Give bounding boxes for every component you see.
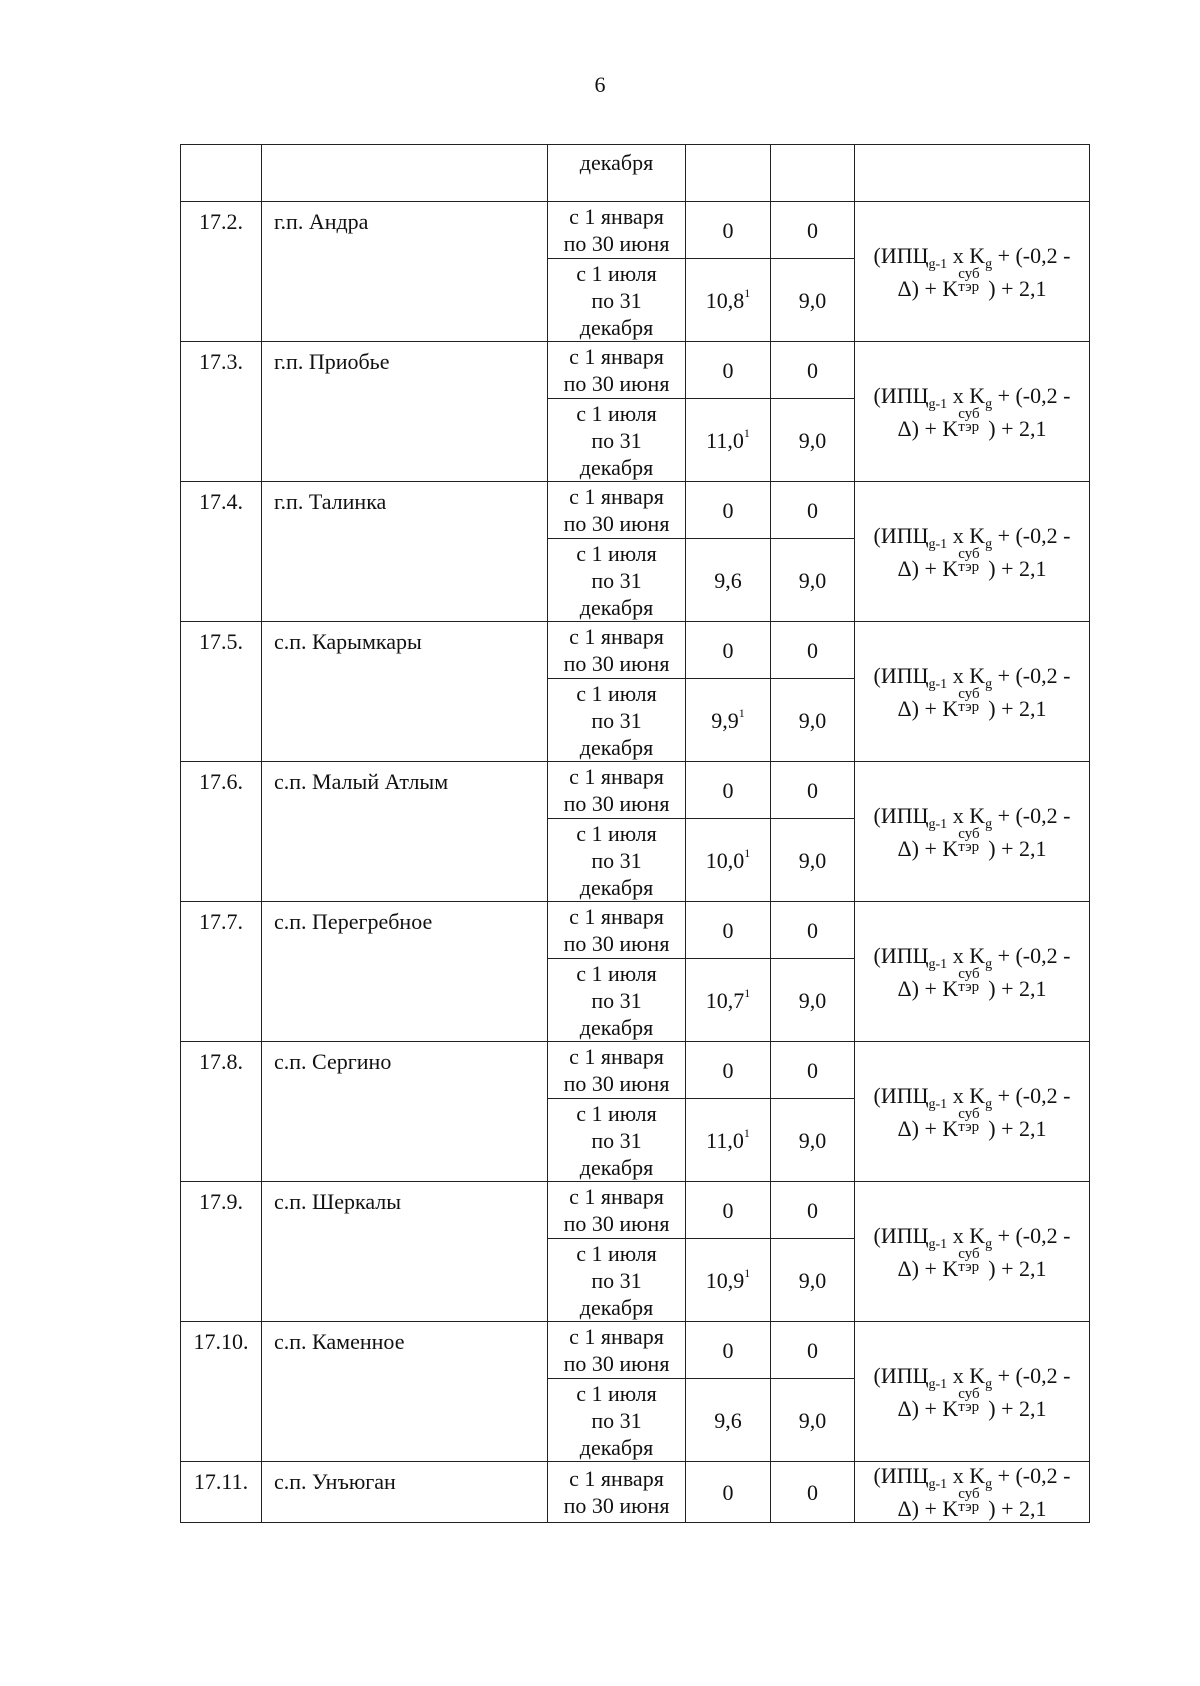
period-line: по 31 [591, 707, 642, 733]
page-number: 6 [594, 72, 606, 97]
formula-text: + (-0,2 - [992, 802, 1071, 828]
table-row [181, 762, 1090, 819]
period-line: декабря [579, 1154, 654, 1180]
formula-sup-sub: суб тэр [958, 265, 980, 295]
period-line: по 30 июня [563, 1351, 670, 1376]
formula-text: ) + 2,1 [988, 415, 1047, 441]
cell-value [771, 1042, 855, 1099]
period-line: по 30 июня [563, 1071, 670, 1096]
formula-line-2 [855, 825, 1089, 862]
value-text: 0 [807, 917, 818, 943]
cell-period [548, 1322, 686, 1379]
cell-period [548, 902, 686, 959]
table-row [181, 1042, 1090, 1099]
cell-value [686, 482, 771, 539]
cell-value [771, 1239, 855, 1322]
table-row [181, 1462, 1090, 1523]
cell-value [686, 342, 771, 399]
cell-empty [771, 145, 855, 202]
cell-settlement: с.п. Карымкары [262, 622, 548, 762]
value-text: 0 [722, 1337, 734, 1363]
cell-period [548, 539, 686, 622]
cell-value [686, 959, 771, 1042]
formula-text: (ИПЦ [873, 942, 929, 968]
period-line: с 1 июля [576, 960, 657, 986]
formula-subscript: g-1 [928, 1376, 948, 1392]
formula-subscript: g [985, 536, 993, 552]
period-line: с 1 июля [576, 400, 657, 426]
formula-text: Δ) + K [897, 415, 959, 441]
cell-settlement: с.п. Перегребное [262, 902, 548, 1042]
period-line: с 1 января [569, 204, 664, 229]
formula-text: Δ) + K [897, 1395, 959, 1421]
cell-period [548, 679, 686, 762]
period-line: по 31 [591, 567, 642, 593]
formula-line-1 [855, 802, 1089, 832]
value-text: 0 [722, 1057, 734, 1083]
period-line: с 1 января [569, 624, 664, 649]
formula-subscript: g-1 [928, 536, 948, 552]
cell-period [548, 1239, 686, 1322]
formula-text: (ИПЦ [873, 662, 929, 688]
formula-text: + (-0,2 - [992, 1362, 1071, 1388]
formula-text: x K [947, 942, 986, 968]
cell-settlement: с.п. Каменное [262, 1322, 548, 1462]
cell-formula [855, 1182, 1090, 1322]
value-text: 0 [722, 777, 734, 803]
period-line: по 31 [591, 987, 642, 1013]
period-line: по 30 июня [563, 1493, 670, 1518]
cell-value [771, 1462, 855, 1523]
formula-sup-sub: суб тэр [958, 1105, 980, 1135]
formula-line-1 [855, 1362, 1089, 1392]
formula-text: ) + 2,1 [988, 975, 1047, 1001]
footnote-marker: 1 [744, 846, 751, 861]
value-text: 0 [807, 497, 818, 523]
formula-text: x K [947, 662, 986, 688]
cell-settlement: г.п. Талинка [262, 482, 548, 622]
value-text: 9,6 [714, 567, 742, 593]
table-row [181, 1182, 1090, 1239]
period-line: с 1 июля [576, 820, 657, 846]
cell-value [686, 902, 771, 959]
footnote-marker: 1 [744, 986, 751, 1001]
cell-value [771, 482, 855, 539]
formula-sup-sub: суб тэр [958, 825, 980, 855]
cell-value [686, 1182, 771, 1239]
cell-period [548, 259, 686, 342]
formula-subscript: g [985, 256, 993, 272]
formula-line-1 [855, 382, 1089, 412]
cell-settlement: с.п. Шеркалы [262, 1182, 548, 1322]
cell-settlement: с.п. Малый Атлым [262, 762, 548, 902]
cell-settlement: с.п. Сергино [262, 1042, 548, 1182]
cell-value [771, 342, 855, 399]
value-text: 0 [807, 357, 818, 383]
value-text: 9,0 [798, 1267, 827, 1293]
formula-sup-sub: суб тэр [958, 1385, 980, 1415]
formula-text: + (-0,2 - [992, 522, 1071, 548]
formula-text: Δ) + K [897, 695, 959, 721]
formula-sup-sub: суб тэр [958, 405, 980, 435]
cell-formula [855, 1322, 1090, 1462]
formula-subscript: g [985, 956, 993, 972]
value-text: 9,9 [711, 707, 739, 733]
formula-subscript: g [985, 676, 993, 692]
footnote-marker: 1 [738, 706, 745, 721]
cell-value [771, 902, 855, 959]
cell-value [686, 202, 771, 259]
formula-text: ) + 2,1 [988, 275, 1047, 301]
value-text: 9,0 [798, 427, 827, 453]
formula-subscript: g [985, 1236, 993, 1252]
formula-line-2 [855, 1486, 1089, 1522]
footnote-marker: 1 [743, 426, 750, 441]
footnote-marker: 1 [744, 286, 751, 301]
formula-text: x K [947, 1222, 986, 1248]
cell-number: 17.9. [181, 1182, 262, 1322]
cell-value [686, 622, 771, 679]
period-line: декабря [579, 734, 654, 760]
formula-line-2 [855, 265, 1089, 302]
period-line: по 30 июня [563, 231, 670, 256]
formula-subscript: g-1 [928, 956, 948, 972]
formula-line-2 [855, 685, 1089, 722]
cell-number: 17.4. [181, 482, 262, 622]
formula-line-1 [855, 522, 1089, 552]
table-row [181, 1322, 1090, 1379]
cell-value [686, 259, 771, 342]
cell-formula [855, 342, 1090, 482]
period-line: декабря [579, 594, 654, 620]
value-text: 9,0 [798, 1407, 827, 1433]
period-line: по 31 [591, 1267, 642, 1293]
formula-text: x K [947, 242, 986, 268]
cell-period: декабря [548, 145, 686, 202]
value-text: 9,0 [798, 847, 827, 873]
cell-empty [262, 145, 548, 202]
value-text: 11,0 [706, 1127, 744, 1153]
cell-number: 17.2. [181, 202, 262, 342]
cell-value [771, 259, 855, 342]
period-line: по 30 июня [563, 791, 670, 816]
period-line: с 1 июля [576, 1380, 657, 1406]
period-line: декабря [579, 314, 654, 340]
cell-number: 17.8. [181, 1042, 262, 1182]
formula-text: (ИПЦ [873, 1222, 929, 1248]
formula-text: + (-0,2 - [992, 1463, 1071, 1488]
formula-line-2 [855, 1245, 1089, 1282]
formula-sup-sub: суб тэр [958, 1245, 980, 1275]
period-line: с 1 января [569, 344, 664, 369]
formula-text: + (-0,2 - [992, 382, 1071, 408]
cell-value [771, 399, 855, 482]
period-line: декабря [579, 874, 654, 900]
value-text: 9,0 [798, 707, 827, 733]
formula-line-1 [855, 1462, 1089, 1492]
footnote-marker: 1 [743, 1126, 750, 1141]
cell-value [771, 762, 855, 819]
value-text: 9,0 [798, 987, 827, 1013]
cell-period [548, 482, 686, 539]
formula-text: (ИПЦ [873, 802, 929, 828]
formula-text: x K [947, 522, 986, 548]
value-text: 0 [722, 217, 734, 243]
cell-number: 17.6. [181, 762, 262, 902]
table-row [181, 202, 1090, 259]
value-text: 0 [807, 1337, 818, 1363]
formula-text: Δ) + K [897, 1496, 959, 1521]
cell-value [771, 1099, 855, 1182]
period-line: по 31 [591, 427, 642, 453]
value-text: 9,0 [798, 287, 827, 313]
formula-subscript: g-1 [928, 1477, 948, 1492]
formula-text: ) + 2,1 [988, 835, 1047, 861]
formula-subscript: g-1 [928, 1096, 948, 1112]
period-line: по 30 июня [563, 511, 670, 536]
cell-value [771, 959, 855, 1042]
cell-period [548, 959, 686, 1042]
cell-period [548, 202, 686, 259]
cell-period [548, 1462, 686, 1523]
cell-value [771, 622, 855, 679]
cell-formula [855, 1462, 1090, 1523]
cell-period [548, 622, 686, 679]
cell-value [771, 202, 855, 259]
formula-text: (ИПЦ [873, 1082, 929, 1108]
value-text: 0 [807, 1197, 818, 1223]
cell-period [548, 762, 686, 819]
cell-value [686, 1322, 771, 1379]
formula-text: x K [947, 1082, 986, 1108]
cell-number: 17.10. [181, 1322, 262, 1462]
period-line: по 31 [591, 847, 642, 873]
formula-text: x K [947, 382, 986, 408]
footnote-marker: 1 [744, 1266, 751, 1281]
period-line: по 31 [591, 1127, 642, 1153]
cell-settlement: с.п. Унъюган [262, 1462, 548, 1523]
formula-text: Δ) + K [897, 975, 959, 1001]
period-line: с 1 января [569, 1324, 664, 1349]
formula-sup-sub: суб тэр [958, 685, 980, 715]
formula-line-2 [855, 965, 1089, 1002]
value-text: 11,0 [706, 427, 744, 453]
formula-line-1 [855, 1222, 1089, 1252]
value-text: 10,8 [705, 287, 745, 313]
cell-number: 17.3. [181, 342, 262, 482]
formula-text: x K [947, 802, 986, 828]
cell-empty [181, 145, 262, 202]
period-line: декабря [579, 454, 654, 480]
cell-empty [855, 145, 1090, 202]
cell-value [686, 1099, 771, 1182]
cell-formula [855, 762, 1090, 902]
period-line: с 1 июля [576, 1240, 657, 1266]
value-text: 0 [722, 357, 734, 383]
formula-line-2 [855, 1385, 1089, 1422]
formula-subscript: g [985, 396, 993, 412]
formula-text: ) + 2,1 [988, 1255, 1047, 1281]
formula-text: ) + 2,1 [988, 1496, 1047, 1521]
cell-formula [855, 902, 1090, 1042]
tariff-table [180, 144, 1090, 1523]
period-line: с 1 января [569, 1044, 664, 1069]
period-line: с 1 января [569, 1184, 664, 1209]
formula-subscript: g-1 [928, 816, 948, 832]
table-row [181, 902, 1090, 959]
cell-number: 17.11. [181, 1462, 262, 1523]
formula-subscript: g [985, 816, 993, 832]
cell-value [686, 1042, 771, 1099]
period-line: с 1 июля [576, 680, 657, 706]
cell-value [686, 539, 771, 622]
formula-text: + (-0,2 - [992, 1082, 1071, 1108]
formula-line-2 [855, 545, 1089, 582]
cell-settlement: г.п. Приобье [262, 342, 548, 482]
formula-text: (ИПЦ [873, 242, 929, 268]
period-line: с 1 июля [576, 540, 657, 566]
formula-text: ) + 2,1 [988, 555, 1047, 581]
cell-value [771, 539, 855, 622]
value-text: 0 [722, 1197, 734, 1223]
cell-period [548, 342, 686, 399]
value-text: 0 [722, 637, 734, 663]
period-line: с 1 января [569, 1466, 664, 1491]
period-line: по 30 июня [563, 651, 670, 676]
value-text: 10,9 [705, 1267, 745, 1293]
formula-text: Δ) + K [897, 1115, 959, 1141]
table-row [181, 342, 1090, 399]
formula-subscript: g-1 [928, 256, 948, 272]
cell-settlement: г.п. Андра [262, 202, 548, 342]
formula-text: (ИПЦ [873, 522, 929, 548]
period-line: по 30 июня [563, 1211, 670, 1236]
period-line: декабря [579, 1014, 654, 1040]
cell-value [686, 1462, 771, 1523]
value-text: 0 [807, 637, 818, 663]
cell-formula [855, 482, 1090, 622]
formula-subscript: g [985, 1477, 993, 1492]
cell-value [771, 679, 855, 762]
formula-line-1 [855, 662, 1089, 692]
cell-value [686, 1379, 771, 1462]
cell-value [771, 1379, 855, 1462]
formula-subscript: g [985, 1096, 993, 1112]
cell-period [548, 819, 686, 902]
formula-text: Δ) + K [897, 1255, 959, 1281]
formula-sup-sub: суб тэр [958, 965, 980, 995]
value-text: 9,6 [714, 1407, 742, 1433]
cell-period [548, 1099, 686, 1182]
cell-period [548, 399, 686, 482]
formula-text: x K [947, 1362, 986, 1388]
formula-text: x K [947, 1463, 986, 1488]
formula-text: + (-0,2 - [992, 662, 1071, 688]
formula-subscript: g-1 [928, 396, 948, 412]
value-text: 9,0 [798, 1127, 827, 1153]
cell-value [686, 762, 771, 819]
cell-number: 17.5. [181, 622, 262, 762]
formula-text: Δ) + K [897, 275, 959, 301]
formula-subscript: g-1 [928, 676, 948, 692]
table-row [181, 622, 1090, 679]
formula-sup-sub: суб тэр [958, 545, 980, 575]
formula-text: ) + 2,1 [988, 1115, 1047, 1141]
period-line: с 1 января [569, 484, 664, 509]
period-line: по 30 июня [563, 931, 670, 956]
formula-text: (ИПЦ [873, 1362, 929, 1388]
value-text: 10,7 [705, 987, 745, 1013]
tariff-table-body [181, 145, 1090, 1523]
formula-text: ) + 2,1 [988, 1395, 1047, 1421]
formula-sup-sub: суб тэр [958, 1486, 980, 1515]
formula-line-1 [855, 1082, 1089, 1112]
table-row [181, 482, 1090, 539]
value-text: 0 [722, 1479, 734, 1505]
period-line: декабря [579, 1434, 654, 1460]
formula-line-2 [855, 405, 1089, 442]
cell-value [771, 1182, 855, 1239]
formula-subscript: g [985, 1376, 993, 1392]
cell-formula [855, 202, 1090, 342]
period-line: по 31 [591, 1407, 642, 1433]
cell-value [686, 1239, 771, 1322]
formula-text: (ИПЦ [873, 1463, 929, 1488]
period-line: с 1 января [569, 764, 664, 789]
cell-value [686, 679, 771, 762]
cell-period [548, 1042, 686, 1099]
value-text: 0 [807, 1479, 818, 1505]
cell-value [686, 399, 771, 482]
cell-formula [855, 1042, 1090, 1182]
period-line: декабря [579, 1294, 654, 1320]
formula-text: (ИПЦ [873, 382, 929, 408]
cell-period [548, 1182, 686, 1239]
cell-value [771, 1322, 855, 1379]
period-line: по 31 [591, 287, 642, 313]
formula-text: Δ) + K [897, 835, 959, 861]
formula-text: + (-0,2 - [992, 942, 1071, 968]
period-line: с 1 января [569, 904, 664, 929]
value-text: 0 [722, 917, 734, 943]
value-text: 0 [807, 217, 818, 243]
formula-text: Δ) + K [897, 555, 959, 581]
value-text: 10,0 [705, 847, 745, 873]
value-text: 9,0 [798, 567, 827, 593]
formula-line-2 [855, 1105, 1089, 1142]
cell-empty [686, 145, 771, 202]
cell-value [686, 819, 771, 902]
formula-text: + (-0,2 - [992, 1222, 1071, 1248]
table-row-continued [181, 145, 1090, 202]
formula-text: + (-0,2 - [992, 242, 1071, 268]
formula-line-1 [855, 242, 1089, 272]
period-line: по 30 июня [563, 371, 670, 396]
formula-subscript: g-1 [928, 1236, 948, 1252]
period-line: с 1 июля [576, 260, 657, 286]
period-line: с 1 июля [576, 1100, 657, 1126]
cell-value [771, 819, 855, 902]
formula-text: ) + 2,1 [988, 695, 1047, 721]
value-text: 0 [722, 497, 734, 523]
formula-line-1 [855, 942, 1089, 972]
value-text: 0 [807, 777, 818, 803]
cell-formula [855, 622, 1090, 762]
cell-period [548, 1379, 686, 1462]
value-text: 0 [807, 1057, 818, 1083]
cell-number: 17.7. [181, 902, 262, 1042]
